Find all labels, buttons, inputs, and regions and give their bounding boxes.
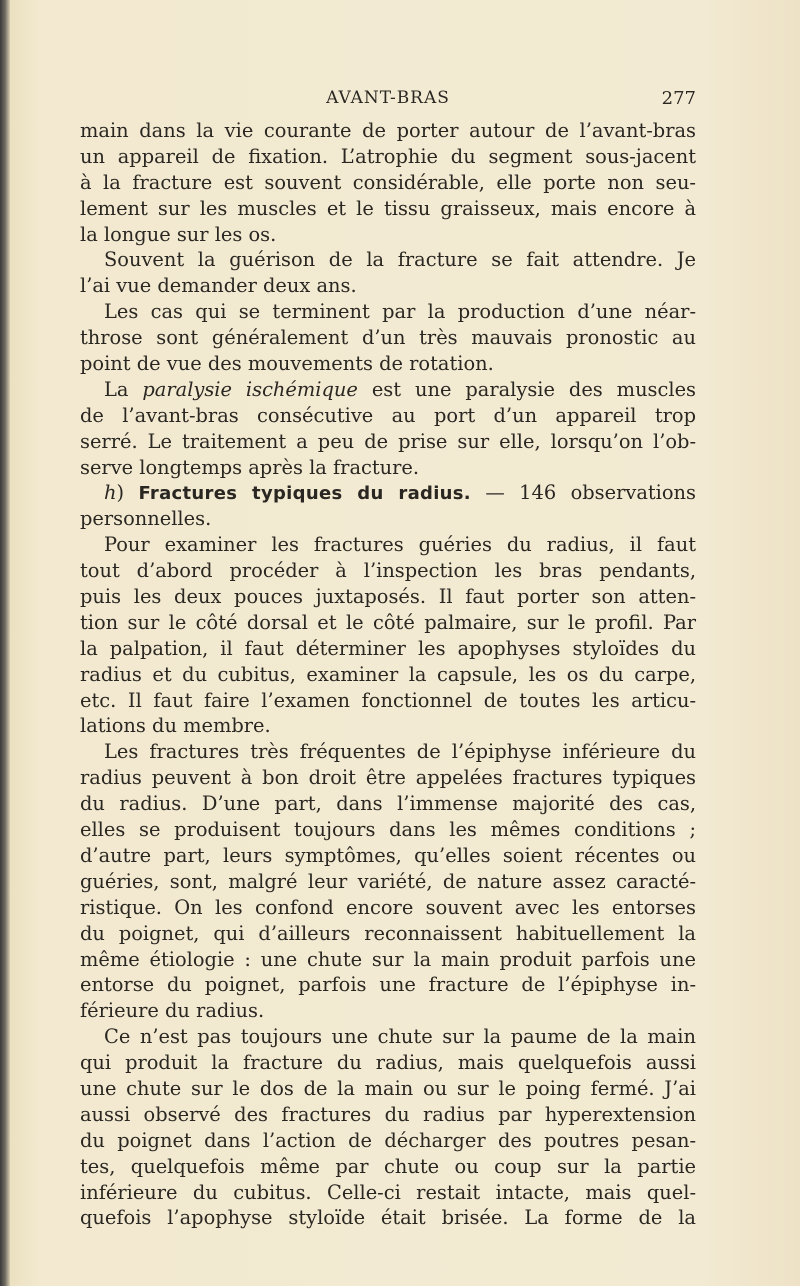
text-line: la palpation, il faut déterminer les apophyses styloïdes du bbox=[80, 636, 696, 660]
text-line: aussi observé des fractures du radius par hyperextension bbox=[80, 1102, 696, 1126]
text-line: du poignet, qui d’ailleurs reconnaissent habituellement la bbox=[80, 921, 696, 945]
text-line: elles se produisent toujours dans les mêmes conditions ; bbox=[80, 818, 696, 842]
section-heading-line: h) Fractures typiques du radius. — 146 observations bbox=[104, 481, 696, 505]
text-line: point de vue des mouvements de rotation. bbox=[80, 352, 494, 376]
text-line: tion sur le côté dorsal et le côté palmaire, sur le profil. Par bbox=[80, 610, 696, 634]
book-binding-edge bbox=[0, 0, 10, 1286]
text-line: une chute sur le dos de la main ou sur le poing fermé. J’ai bbox=[80, 1076, 696, 1100]
text-line: radius peuvent à bon droit être appelées fractures typiques bbox=[80, 766, 696, 790]
text-line: à la fracture est souvent considérable, elle porte non seu- bbox=[80, 170, 696, 194]
text-line: puis les deux pouces juxtaposés. Il faut porter son atten- bbox=[80, 585, 696, 609]
text-line: main dans la vie courante de porter autour de l’avant-bras bbox=[80, 119, 696, 142]
text-line: tout d’abord procéder à l’inspection les bras pendants, bbox=[80, 559, 696, 583]
text-line: Les cas qui se terminent par la production d’une néar- bbox=[104, 300, 696, 324]
text-line: l’ai vue demander deux ans. bbox=[80, 274, 357, 298]
text-line: Ce n’est pas toujours une chute sur la paume de la main bbox=[104, 1025, 696, 1049]
text-line: Les fractures très fréquentes de l’épiphyse inférieure du bbox=[104, 740, 696, 764]
text-line: la longue sur les os. bbox=[80, 222, 277, 246]
text-line: inférieure du cubitus. Celle-ci restait intacte, mais quel- bbox=[80, 1180, 696, 1204]
text-line: entorse du poignet, parfois une fracture de l’épiphyse in- bbox=[80, 973, 696, 997]
page-number: 277 bbox=[661, 88, 696, 109]
text-line: Pour examiner les fractures guéries du radius, il faut bbox=[104, 533, 696, 557]
text-line: La paralysie ischémique est une paralysie des muscles bbox=[104, 377, 696, 401]
text-line: d’autre part, leurs symptômes, qu’elles soient récentes ou bbox=[80, 843, 696, 867]
text-line: radius et du cubitus, examiner la capsule, les os du carpe, bbox=[80, 662, 696, 686]
text-line: de l’avant-bras consécutive au port d’un appareil trop bbox=[80, 403, 696, 427]
text-line: lations du membre. bbox=[80, 714, 271, 738]
text-line: Souvent la guérison de la fracture se fait attendre. Je bbox=[104, 248, 696, 272]
text-line: qui produit la fracture du radius, mais quelquefois aussi bbox=[80, 1051, 696, 1075]
text-line: même étiologie : une chute sur la main produit parfois une bbox=[80, 947, 696, 971]
text-line: etc. Il faut faire l’examen fonctionnel de toutes les articu- bbox=[80, 688, 696, 712]
body-text bbox=[80, 118, 696, 1231]
text-line: un appareil de fixation. L’atrophie du segment sous-jacent bbox=[80, 144, 696, 168]
section-heading: Fractures typiques du radius. bbox=[138, 483, 471, 505]
section-letter: h bbox=[104, 481, 117, 505]
text-line: guéries, sont, malgré leur variété, de nature assez caracté- bbox=[80, 869, 696, 893]
text-line: du radius. D’une part, dans l’immense majorité des cas, bbox=[80, 792, 696, 816]
text-line: personnelles. bbox=[80, 507, 212, 531]
text-line: serve longtemps après la fracture. bbox=[80, 455, 420, 479]
text-line: tes, quelquefois même par chute ou coup sur la partie bbox=[80, 1154, 696, 1178]
running-head: AVANT-BRAS bbox=[326, 88, 450, 108]
text-line: lement sur les muscles et le tissu graisseux, mais encore à bbox=[80, 196, 696, 220]
text-line: quefois l’apophyse styloïde était brisée. La forme de la bbox=[80, 1206, 696, 1230]
text-line: ristique. On les confond encore souvent avec les entorses bbox=[80, 895, 696, 919]
text-line: throse sont généralement d’un très mauvais pronostic au bbox=[80, 326, 696, 350]
text-line: du poignet dans l’action de décharger des poutres pesan- bbox=[80, 1128, 696, 1152]
page-header bbox=[80, 88, 696, 114]
italic-term: paralysie ischémique bbox=[142, 377, 358, 401]
text-line: férieure du radius. bbox=[80, 999, 265, 1023]
text-line: serré. Le traitement a peu de prise sur elle, lorsqu’on l’ob- bbox=[80, 429, 696, 453]
